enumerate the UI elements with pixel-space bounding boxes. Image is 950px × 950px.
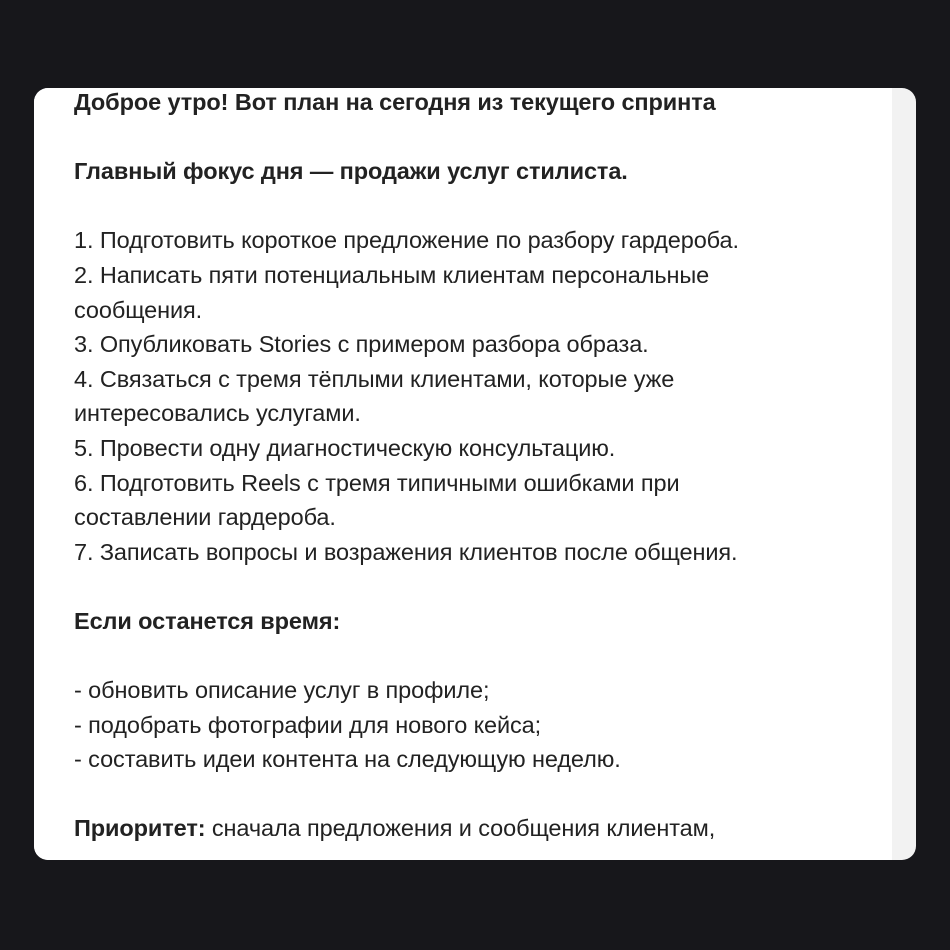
message-frame (34, 88, 916, 860)
task-item-2-continuation: сообщения. (74, 296, 203, 323)
task-item-2: 2. Написать пяти потенциальным клиентам персональные (74, 261, 710, 288)
spacer (74, 189, 892, 224)
task-item-1: 1. Подготовить короткое предложение по разбору гардероба. (74, 227, 739, 254)
spacer (74, 569, 892, 604)
spacer (74, 120, 892, 155)
extra-heading: Если останется время: (74, 607, 341, 634)
extra-item: - составить идеи контента на следующую неделю. (74, 746, 621, 773)
greeting-text: Доброе утро! Вот план на сегодня из текущего спринта (74, 89, 716, 115)
task-item-5: 5. Провести одну диагностическую консультацию. (74, 434, 616, 461)
message-content (74, 88, 892, 846)
spacer (74, 777, 892, 812)
message-card (34, 88, 892, 860)
task-item-4-continuation: интересовались услугами. (74, 400, 361, 427)
extra-list (74, 673, 892, 777)
priority-text: сначала предложения и сообщения клиентам, (205, 815, 716, 842)
task-item-3: 3. Опубликовать Stories с примером разбора образа. (74, 331, 649, 358)
task-item-7: 7. Записать вопросы и возражения клиентов после общения. (74, 538, 738, 565)
priority-line (74, 811, 892, 846)
extra-item: - обновить описание услуг в профиле; (74, 677, 490, 704)
spacer (74, 639, 892, 674)
priority-label: Приоритет: (74, 815, 206, 842)
focus-text: Главный фокус дня — продажи услуг стилиста. (74, 158, 628, 185)
task-item-6-continuation: составлении гардероба. (74, 504, 336, 531)
task-list (74, 223, 892, 569)
extra-item: - подобрать фотографии для нового кейса; (74, 711, 542, 738)
task-item-6: 6. Подготовить Reels с тремя типичными ошибками при (74, 469, 680, 496)
task-item-4: 4. Связаться с тремя тёплыми клиентами, которые уже (74, 365, 675, 392)
